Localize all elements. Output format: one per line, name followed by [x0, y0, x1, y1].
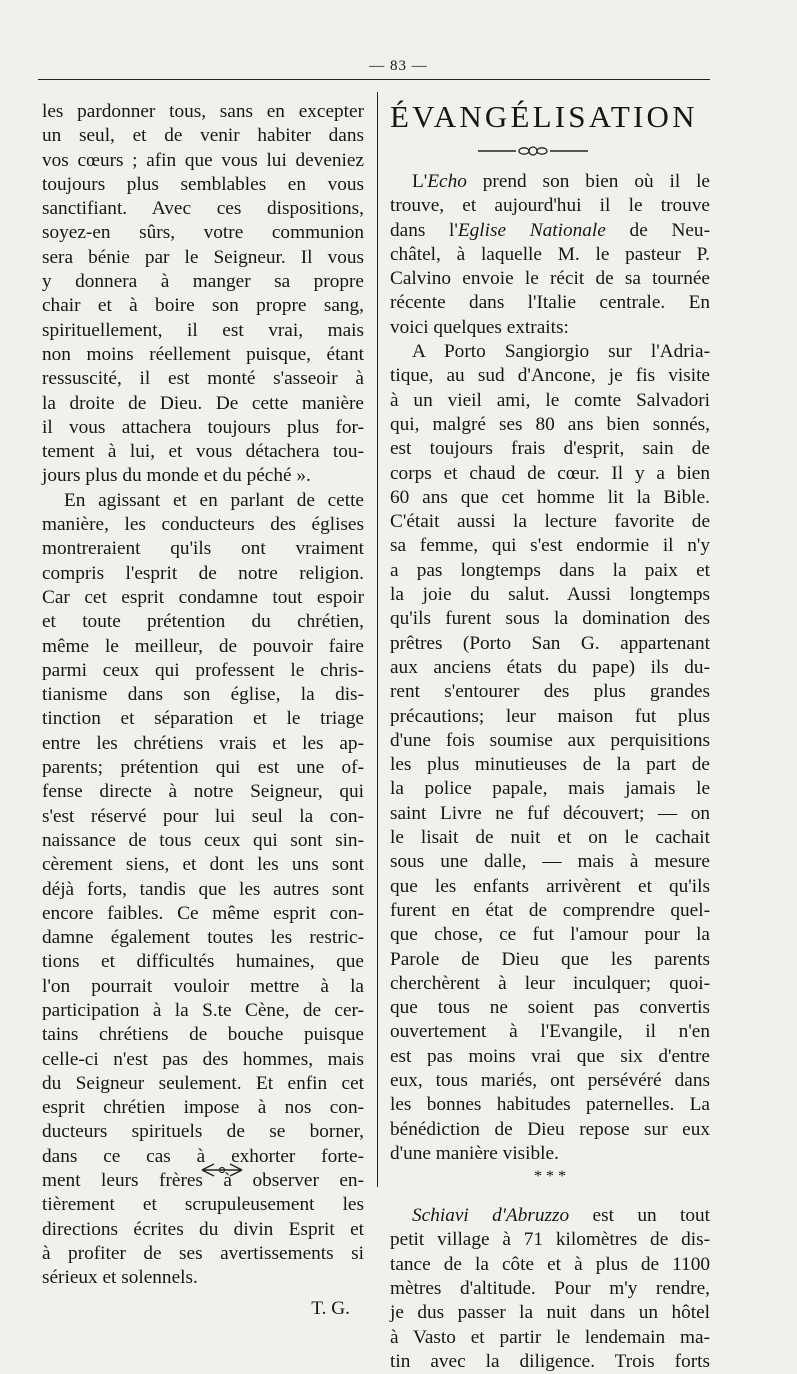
text-line: que les enfants arrivèrent et qu'ils	[390, 875, 710, 897]
text-line: déjà forts, tandis que les autres sont	[42, 878, 364, 900]
text-line: sous une dalle, — mais à mesure	[390, 851, 710, 873]
text-line: furent en état de comprendre quel-	[390, 899, 710, 921]
page-number: — 83 —	[369, 58, 428, 74]
text-line: petit village à 71 kilomètres de dis-	[390, 1229, 710, 1251]
right-column	[390, 100, 710, 1374]
text-line: parmi ceux qui professent le chris-	[42, 659, 364, 681]
text-line: qui, malgré ses 80 ans bien sonnés,	[390, 413, 710, 435]
section-stars: * * *	[534, 1168, 566, 1186]
text-line: toujours plus semblables en vous	[42, 173, 364, 195]
text-line: non moins réellement puisque, étant	[42, 343, 364, 365]
text-line: chair et à boire son propre sang,	[42, 295, 364, 317]
text-line: un seul, et de venir habiter dans	[42, 125, 364, 147]
text-line: encore faibles. Ce même esprit con-	[42, 902, 364, 924]
text-line: corps et chaud de cœur. Il y a bien	[390, 462, 710, 484]
heading-ornament	[390, 138, 710, 170]
text-line: sa femme, qui s'est endormie il n'y	[390, 535, 710, 557]
text-line: la joie du salut. Aussi longtemps	[390, 584, 710, 606]
text-line: 60 ans que cet homme lit la Bible.	[390, 486, 710, 508]
text-line: jours plus du monde et du péché ».	[42, 465, 311, 487]
text-line: En agissant et en parlant de cette	[64, 489, 364, 511]
text-line: d'une manière visible.	[390, 1142, 559, 1164]
text-line: celle-ci n'est pas des hommes, mais	[42, 1048, 364, 1070]
text-line: Car cet esprit condamne tout espoir	[42, 586, 364, 608]
text-line: ouvertement à l'Evangile, il n'en	[390, 1021, 710, 1043]
text-line: Calvino envoie le récit de sa tournée	[390, 268, 710, 290]
text-line: et toute prétention du chrétien,	[42, 611, 364, 633]
text-line: sérieux et solennels.	[42, 1267, 198, 1289]
text-line: soyez-en sûrs, votre communion	[42, 222, 364, 244]
text-line: a pas longtemps dans la paix et	[390, 559, 710, 581]
text-line: naissance de tous ceux qui sont sin-	[42, 829, 364, 851]
text-line: vos cœurs ; afin que vous lui deveniez	[42, 149, 364, 171]
text-line: est pas moins vrai que six d'entre	[390, 1045, 710, 1067]
text-line: dans l'Eglise Nationale de Neu-	[390, 219, 710, 241]
text-line: directions écrites du divin Esprit et	[42, 1218, 364, 1240]
text-line: la police papale, mais jamais le	[390, 778, 710, 800]
text-line: voici quelques extraits:	[390, 316, 569, 338]
text-line: les pardonner tous, sans en excepter	[42, 101, 364, 122]
text-line: tique, au sud d'Ancone, je fis visite	[390, 365, 710, 387]
text-line: esprit chrétien impose à nos con-	[42, 1097, 364, 1119]
text-line: tianisme dans son église, la dis-	[42, 684, 364, 706]
signature: T. G.	[311, 1297, 350, 1319]
text-line: à profiter de ses avertissements si	[42, 1242, 364, 1264]
text-line: aux anciens états du pape) ils du-	[390, 656, 710, 678]
text-line: entre les chrétiens vrais et les ap-	[42, 732, 364, 754]
text-line: la droite de Dieu. De cette manière	[42, 392, 364, 414]
text-line: Parole de Dieu que les parents	[390, 948, 710, 970]
text-line: ressuscité, il est monté s'asseoir à	[42, 368, 364, 390]
text-line: bénédiction de Dieu repose sur eux	[390, 1118, 710, 1140]
text-line: châtel, à laquelle M. le pasteur P.	[390, 243, 710, 265]
text-line: saint Livre ne fuf découvert; — on	[390, 802, 710, 824]
text-line: damne également toutes les restric-	[42, 927, 364, 949]
text-line: l'on pourrait vouloir mettre à la	[42, 975, 364, 997]
text-line: le lisait de nuit et on le cachait	[390, 827, 710, 849]
arrow-ornament-icon	[198, 1160, 246, 1180]
text-line: fense directe à notre Seigneur, qui	[42, 781, 364, 803]
text-line: d'une fois soumise aux perquisitions	[390, 729, 710, 751]
text-line: même le meilleur, de pouvoir faire	[42, 635, 364, 657]
text-line: rent s'entourer des plus grandes	[390, 681, 710, 703]
text-line: à Vasto et partir le lendemain ma-	[390, 1326, 710, 1348]
text-line: les bonnes habitudes paternelles. La	[390, 1094, 710, 1116]
text-line: ducteurs spirituels de se borner,	[42, 1121, 364, 1143]
text-line: C'était aussi la lecture favorite de	[390, 511, 710, 533]
text-line: cherchèrent à leur inculquer; quoi-	[390, 972, 710, 994]
text-line: sera bénie par le Seigneur. Il vous	[42, 246, 364, 268]
text-line: que chose, ce fut l'amour pour la	[390, 924, 710, 946]
text-line: qu'ils furent sous la domination des	[390, 608, 710, 630]
text-line: à un vieil ami, le comte Salvadori	[390, 389, 710, 411]
text-line: montreraient qu'ils ont vraiment	[42, 538, 364, 560]
text-line: tance de la côte et à plus de 1100	[390, 1253, 710, 1275]
left-column	[42, 100, 364, 1321]
text-line: spirituellement, il est vrai, mais	[42, 319, 364, 341]
text-line: tement à lui, et vous détachera tou-	[42, 441, 364, 463]
text-line: est toujours frais d'esprit, sain de	[390, 438, 710, 460]
column-divider	[377, 92, 378, 1187]
flourish-icon	[478, 144, 588, 158]
text-line: tinction et séparation et le triage	[42, 708, 364, 730]
text-line: tains chrétiens de bouche puisque	[42, 1024, 364, 1046]
text-line: cèrement siens, et dont les uns sont	[42, 854, 364, 876]
text-line: il vous attachera toujours plus for-	[42, 416, 364, 438]
text-line: tièrement et scrupuleusement les	[42, 1194, 364, 1216]
text-line: prêtres (Porto San G. appartenant	[390, 632, 710, 654]
bottom-ornament	[198, 1160, 246, 1185]
text-line: participation à la S.te Cène, de cer-	[42, 999, 364, 1021]
text-line: parents; prétention qui est une of-	[42, 757, 364, 779]
text-line: trouve, et aujourd'hui il le trouve	[390, 195, 710, 217]
text-line: s'est réservé pour lui seul la con-	[42, 805, 364, 827]
text-line: précautions; leur maison fut plus	[390, 705, 710, 727]
text-line: manière, les conducteurs des églises	[42, 514, 364, 536]
text-line: du Seigneur seulement. Et enfin cet	[42, 1072, 364, 1094]
text-line: tions et difficultés humaines, que	[42, 951, 364, 973]
text-line: je dus passer la nuit dans un hôtel	[390, 1302, 710, 1324]
text-line: sanctifiant. Avec ces dispositions,	[42, 198, 364, 220]
text-line: L'Echo prend son bien où il le	[412, 171, 710, 192]
text-line: y donnera à manger sa propre	[42, 271, 364, 293]
text-line: compris l'esprit de notre religion.	[42, 562, 364, 584]
text-line: tin avec la diligence. Trois forts	[390, 1350, 710, 1372]
section-heading: ÉVANGÉLISATION	[390, 99, 698, 134]
text-line: A Porto Sangiorgio sur l'Adria-	[412, 341, 710, 363]
header-rule	[38, 79, 710, 80]
text-line: eux, tous mariés, ont persévéré dans	[390, 1069, 710, 1091]
text-line: mètres d'altitude. Pour m'y rendre,	[390, 1278, 710, 1300]
text-line: récente dans l'Italie centrale. En	[390, 292, 710, 314]
text-line: dans ce cas à exhorter forte-	[42, 1145, 364, 1167]
text-line: Schiavi d'Abruzzo est un tout	[412, 1205, 711, 1227]
text-line: ment leurs frères à observer en-	[42, 1170, 364, 1192]
text-line: que tous ne soient pas convertis	[390, 997, 710, 1019]
text-line: les plus minutieuses de la part de	[390, 754, 710, 776]
